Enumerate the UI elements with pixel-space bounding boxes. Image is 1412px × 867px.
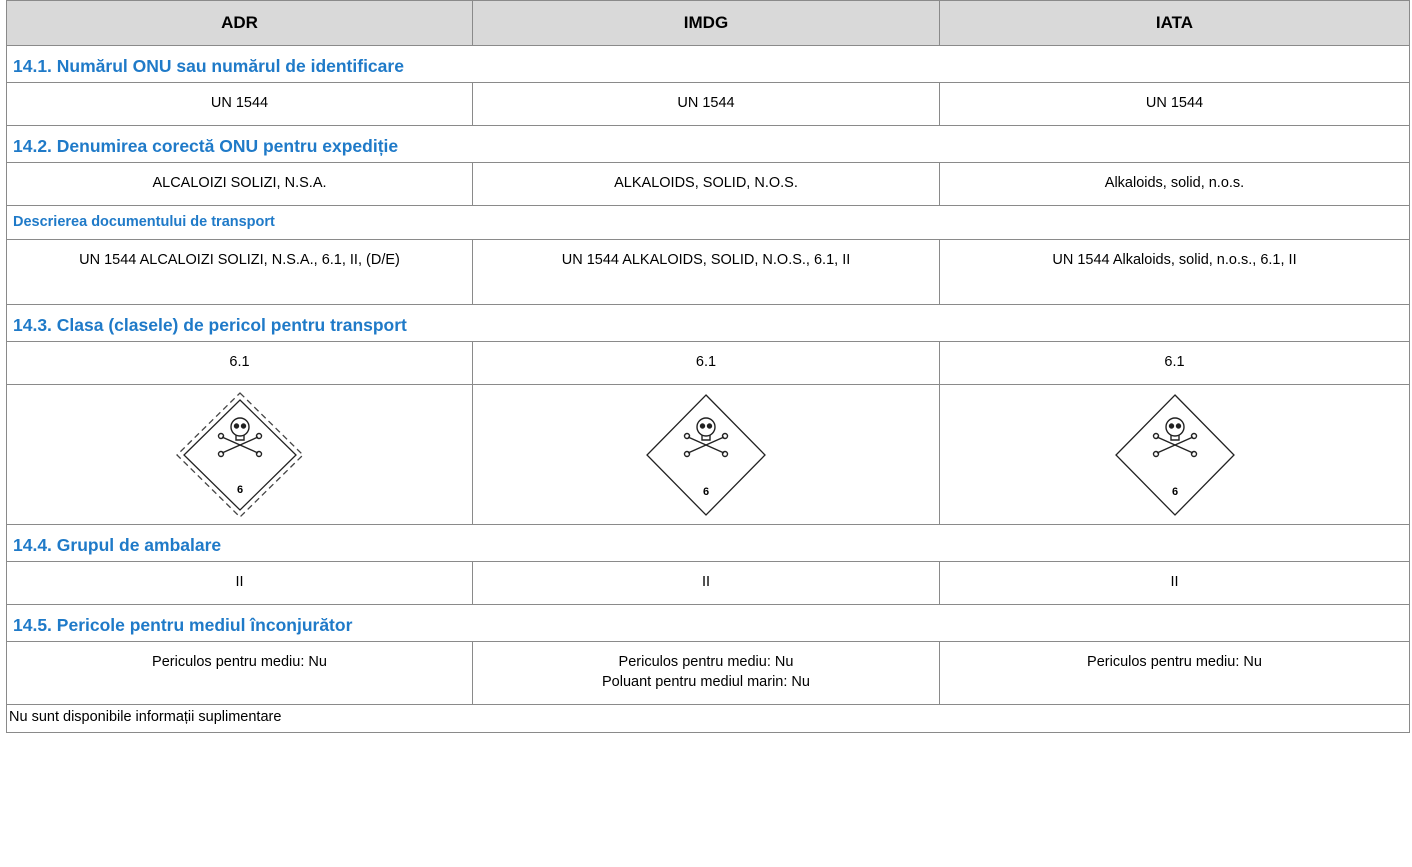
hazard-label-number: 6 — [236, 483, 243, 496]
environment-adr: Periculos pentru mediu: Nu — [7, 642, 473, 705]
header-row — [7, 1, 1410, 46]
section-title-packing-group: 14.4. Grupul de ambalare — [7, 525, 1410, 562]
table-row — [7, 562, 1410, 605]
un-number-iata: UN 1544 — [940, 83, 1410, 126]
section-title-shipping-name: 14.2. Denumirea corectă ONU pentru expediție — [7, 126, 1410, 163]
table-row — [7, 83, 1410, 126]
hazard-label-adr — [7, 385, 473, 525]
section-title-un-number: 14.1. Numărul ONU sau numărul de identificare — [7, 46, 1410, 83]
un-number-imdg: UN 1544 — [473, 83, 940, 126]
skull-crossbones-icon — [621, 389, 791, 521]
hazard-label-number: 6 — [702, 485, 710, 498]
environment-imdg-hazard: Periculos pentru mediu: Nu — [618, 654, 794, 670]
environment-imdg-marine-pollutant: Poluant pentru mediul marin: Nu — [602, 674, 810, 690]
header-imdg: IMDG — [473, 1, 940, 46]
section-title-hazard-class: 14.3. Clasa (clasele) de pericol pentru transport — [7, 305, 1410, 342]
packing-group-adr: II — [7, 562, 473, 605]
shipping-name-iata: Alkaloids, solid, n.o.s. — [940, 163, 1410, 206]
transport-document-imdg: UN 1544 ALKALOIDS, SOLID, N.O.S., 6.1, II — [473, 240, 940, 305]
section-title-environment: 14.5. Pericole pentru mediul înconjurător — [7, 605, 1410, 642]
table-row — [7, 385, 1410, 525]
hazard-class-adr: 6.1 — [7, 342, 473, 385]
footer-note: Nu sunt disponibile informații suplimentare — [7, 705, 1410, 733]
skull-crossbones-icon — [155, 389, 325, 521]
hazard-class-imdg: 6.1 — [473, 342, 940, 385]
table-row — [7, 642, 1410, 705]
transport-document-title: Descrierea documentului de transport — [7, 206, 1410, 240]
transport-info-table — [6, 0, 1410, 733]
transport-document-iata: UN 1544 Alkaloids, solid, n.o.s., 6.1, II — [940, 240, 1410, 305]
table-row — [7, 342, 1410, 385]
environment-imdg — [473, 642, 940, 705]
transport-document-adr: UN 1544 ALCALOIZI SOLIZI, N.S.A., 6.1, II, (D/E) — [7, 240, 473, 305]
header-iata: IATA — [940, 1, 1410, 46]
hazard-label-number: 6 — [1171, 485, 1178, 498]
packing-group-imdg: II — [473, 562, 940, 605]
table-row — [7, 240, 1410, 305]
environment-iata: Periculos pentru mediu: Nu — [940, 642, 1410, 705]
hazard-class-iata: 6.1 — [940, 342, 1410, 385]
skull-crossbones-icon — [1090, 389, 1260, 521]
packing-group-iata: II — [940, 562, 1410, 605]
un-number-adr: UN 1544 — [7, 83, 473, 126]
hazard-label-iata — [940, 385, 1410, 525]
shipping-name-adr: ALCALOIZI SOLIZI, N.S.A. — [7, 163, 473, 206]
header-adr: ADR — [7, 1, 473, 46]
hazard-label-imdg — [473, 385, 940, 525]
table-row — [7, 163, 1410, 206]
shipping-name-imdg: ALKALOIDS, SOLID, N.O.S. — [473, 163, 940, 206]
